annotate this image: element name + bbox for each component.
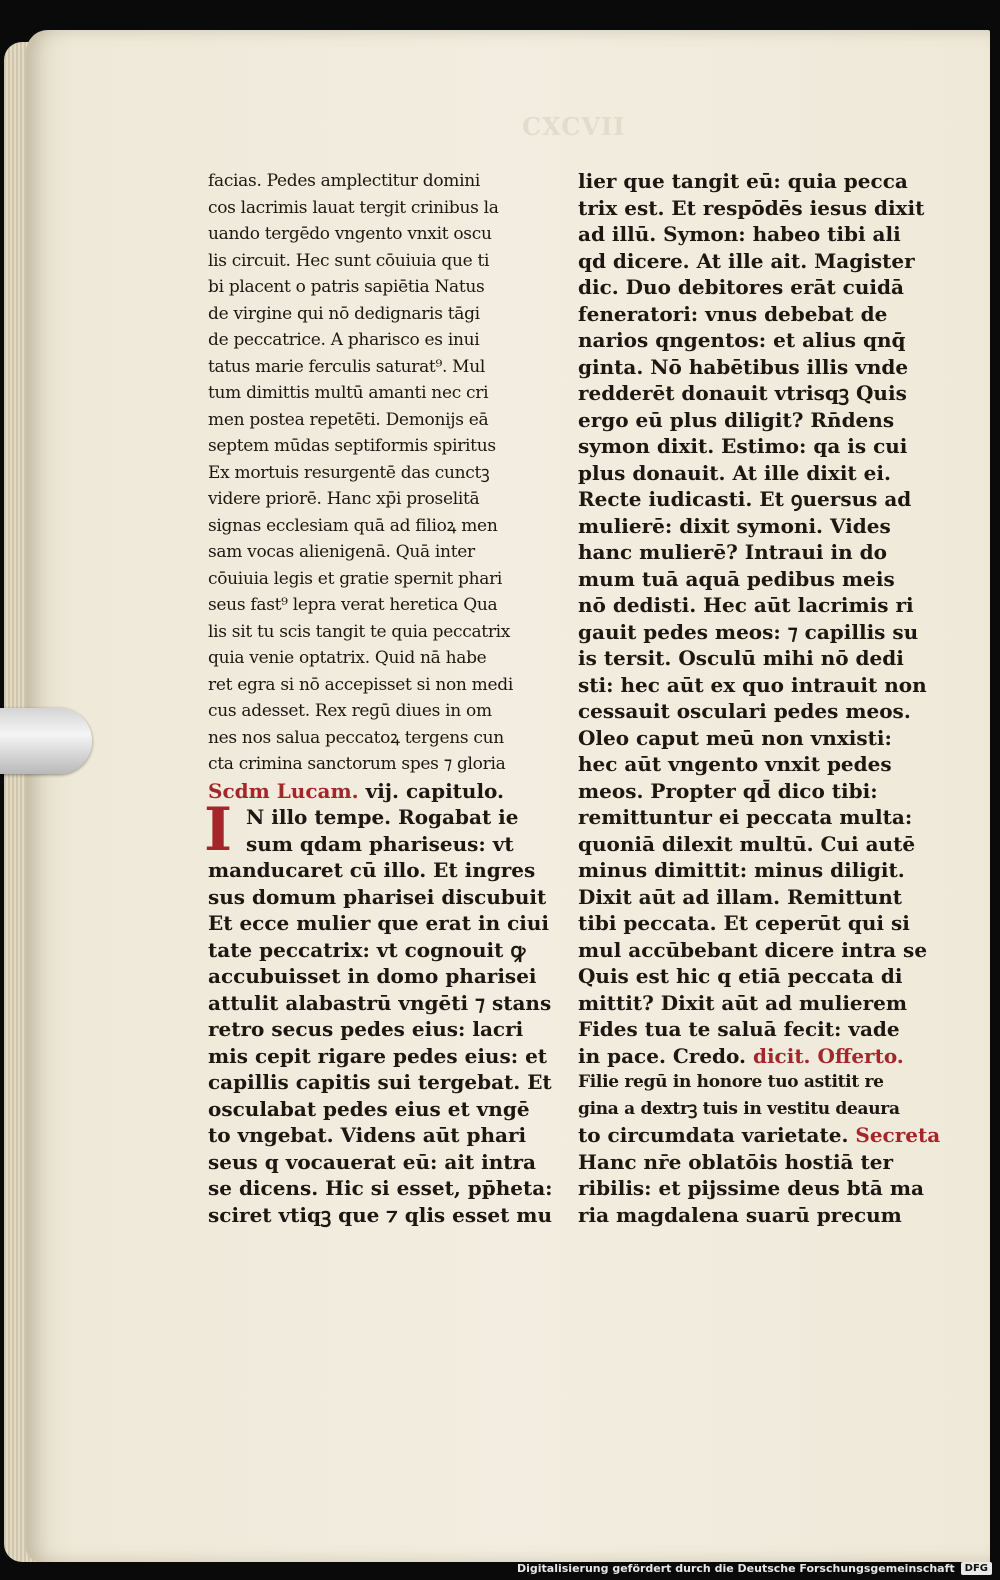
- text-line: lis circuit. Hec sunt cōuiuia que ti: [208, 250, 490, 271]
- text-line: feneratori: vnus debebat de: [578, 301, 888, 326]
- text-line: N illo tempe. Rogabat ie: [246, 805, 519, 829]
- text-line: sam vocas alienigenā. Quā inter: [208, 542, 475, 562]
- text-line: ret egra si nō accepisset si non medi: [208, 674, 513, 695]
- text-line: tum dimittis multū amanti nec cri: [208, 383, 489, 403]
- secreta-plain: to circumdata varietate.: [578, 1123, 849, 1147]
- text-line: mulierē: dixit symoni. Vides: [578, 513, 891, 538]
- rubric-heading: Scdm Lucam.: [208, 778, 359, 803]
- gospel-opening: [204, 795, 554, 865]
- text-line: dic. Duo debitores erāt cuidā: [578, 275, 904, 299]
- text-line: quia venie optatrix. Quid nā habe: [208, 648, 487, 668]
- text-line: to vngebat. Videns aūt phari: [208, 1123, 527, 1147]
- text-line: quoniā dilexit multū. Cui autē: [578, 831, 916, 856]
- text-line: tibi peccata. Et ceperūt qui si: [578, 911, 910, 935]
- text-line: redderēt donauit vtrisqꝫ Quis: [578, 381, 907, 405]
- text-line: mul accūbebant dicere intra se: [578, 937, 928, 962]
- text-line: de virgine qui nō dedignaris tāgi: [208, 303, 480, 324]
- text-line: lis sit tu scis tangit te quia peccatrix: [208, 621, 511, 642]
- rubric-heading-line: [208, 778, 554, 805]
- text-line: gauit pedes meos: ⁊ capillis su: [578, 619, 919, 644]
- text-line: ginta. Nō habētibus illis vnde: [578, 354, 909, 379]
- text-line: videre priorē. Hanc xp̄i proselitā: [208, 489, 480, 509]
- text-line: seus q vocauerat eū: ait intra: [208, 1149, 536, 1174]
- text-line: Dixit aūt ad illam. Remittunt: [578, 884, 903, 909]
- text-line: symon dixit. Estimo: qa is cui: [578, 434, 908, 458]
- text-line: accubuisset in domo pharisei: [208, 964, 537, 988]
- secreta-text-block: [578, 1149, 928, 1229]
- text-line: nō dedisti. Hec aūt lacrimis ri: [578, 593, 914, 617]
- text-line: ria magdalena suarū precum: [578, 1202, 902, 1227]
- text-line: narios qngentos: et alius qnq̄: [578, 328, 906, 352]
- text-line: sus domum pharisei discubuit: [208, 884, 547, 909]
- text-line: cus adesset. Rex regū diues in om: [208, 701, 492, 721]
- text-line: plus donauit. At ille dixit ei.: [578, 460, 891, 485]
- right-text-block: [578, 168, 928, 1043]
- text-line: is tersit. Osculū mihi nō dedi: [578, 646, 904, 670]
- text-line: bi placent o patris sapiētia Natus: [208, 277, 485, 297]
- text-line: mis cepit rigare pedes eius: et: [208, 1043, 548, 1068]
- text-line: Fides tua te saluā fecit: vade: [578, 1017, 900, 1041]
- text-line: ergo eū plus diligit? Rn̄dens: [578, 407, 895, 432]
- dfg-logo: DFG: [961, 1562, 992, 1575]
- secreta-line: [578, 1122, 941, 1149]
- text-line: Ex mortuis resurgentē das cunctꝫ: [208, 462, 490, 483]
- text-line: sum qdam phariseus: vt: [246, 831, 514, 856]
- left-text-block: [208, 168, 554, 778]
- drop-cap: I: [204, 795, 233, 865]
- footer: [517, 1558, 992, 1578]
- text-line: mittit? Dixit aūt ad mulierem: [578, 990, 908, 1015]
- credo-line: [578, 1043, 928, 1070]
- text-line: nes nos salua peccatoꝝ tergens cun: [208, 727, 504, 748]
- text-line: tate peccatrix: vt cognouit ꝙ: [208, 937, 526, 962]
- text-line: cōuiuia legis et gratie spernit phari: [208, 568, 503, 589]
- text-line: mum tuā aquā pedibus meis: [578, 566, 895, 591]
- footer-text: Digitalisierung gefördert durch die Deutsche Forschungsgemeinschaft: [516, 1561, 955, 1575]
- text-line: remittuntur ei peccata multa:: [578, 805, 913, 829]
- text-line: cos lacrimis lauat tergit crinibus la: [208, 197, 499, 218]
- secreta-rubric: Secreta: [848, 1123, 941, 1147]
- offertory-text-block: [578, 1069, 928, 1122]
- text-line: gina a dextrꝫ tuis in vestitu deaura: [578, 1098, 900, 1119]
- text-line: lier que tangit eū: quia pecca: [578, 169, 908, 193]
- gospel-text-block: [208, 857, 554, 1228]
- left-column: [204, 168, 554, 1228]
- text-line: cessauit osculari pedes meos.: [578, 699, 911, 723]
- rubric-heading-rest: vij. capitulo.: [358, 778, 504, 803]
- text-line: tatus marie ferculis saturat⁹. Mul: [208, 356, 486, 377]
- text-line: Et ecce mulier que erat in ciui: [208, 911, 549, 935]
- text-line: qd dicere. At ille ait. Magister: [578, 248, 915, 273]
- text-line: capillis capitis sui tergebat. Et: [208, 1070, 552, 1094]
- text-line: uando tergēdo vngento vnxit oscu: [208, 224, 492, 244]
- gospel-drop-lines: [208, 804, 554, 857]
- text-line: trix est. Et respōdēs iesus dixit: [578, 195, 925, 220]
- text-line: Filie regū in honore tuo astitit re: [578, 1072, 884, 1092]
- text-line: hec aūt vngento vnxit pedes: [578, 752, 892, 776]
- text-line: sti: hec aūt ex quo intrauit non: [578, 672, 927, 697]
- text-line: hanc mulierē? Intraui in do: [578, 540, 887, 564]
- credo-rubric: dicit. Offerto.: [746, 1043, 904, 1068]
- page-clip: [0, 708, 92, 774]
- text-line: attulit alabastrū vngēti ⁊ stans: [208, 990, 552, 1015]
- text-line: Oleo caput meū non vnxisti:: [578, 725, 892, 750]
- text-line: septem mūdas septiformis spiritus: [208, 436, 496, 456]
- text-line: meos. Propter qd̄ dico tibi:: [578, 778, 878, 803]
- text-line: sciret vtiqꝫ que ⁊ qlis esset mu: [208, 1202, 553, 1227]
- text-line: de peccatrice. A pharisco es inui: [208, 330, 480, 350]
- text-line: ribilis: et pijssime deus btā ma: [578, 1176, 924, 1200]
- text-line: seus fast⁹ lepra verat heretica Qua: [208, 595, 498, 615]
- text-line: Hanc nr̄e oblatōis hostiā ter: [578, 1149, 893, 1174]
- folio-number: CXCVII: [522, 112, 626, 141]
- text-line: minus dimittit: minus diligit.: [578, 858, 905, 882]
- text-line: manducaret cū illo. Et ingres: [208, 858, 536, 882]
- right-column: [578, 168, 941, 1228]
- credo-plain: in pace. Credo.: [578, 1043, 746, 1068]
- text-line: Recte iudicasti. Et ꝯuersus ad: [578, 487, 912, 511]
- text-line: osculabat pedes eius et vngē: [208, 1096, 530, 1121]
- text-line: men postea repetēti. Demonijs eā: [208, 409, 489, 430]
- text-line: signas ecclesiam quā ad filioꝝ men: [208, 515, 498, 536]
- text-line: Quis est hic q etiā peccata di: [578, 964, 903, 988]
- text-line: ad illū. Symon: habeo tibi ali: [578, 222, 901, 246]
- text-line: se dicens. Hic si esset, pp̄heta:: [208, 1176, 553, 1200]
- text-line: facias. Pedes amplectitur domini: [208, 171, 481, 191]
- text-line: retro secus pedes eius: lacri: [208, 1017, 524, 1041]
- text-line: cta crimina sanctorum spes ⁊ gloria: [208, 754, 506, 774]
